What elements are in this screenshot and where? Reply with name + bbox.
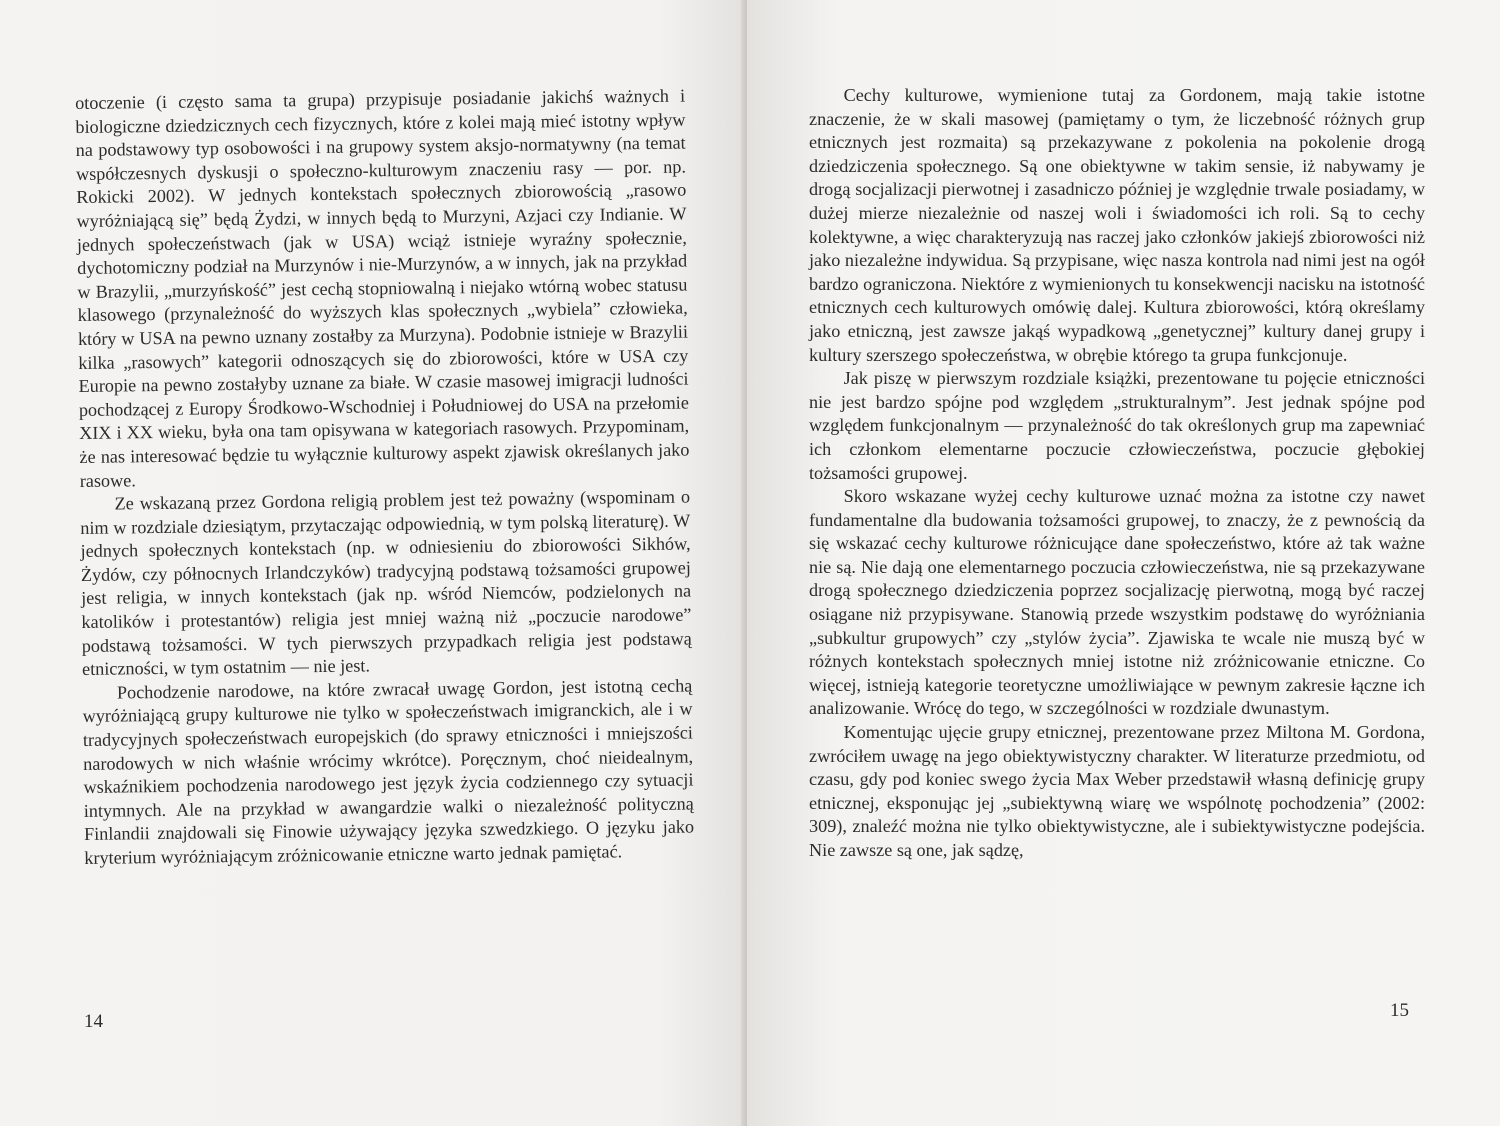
paragraph: Cechy kulturowe, wymienione tutaj za Gordonem, mają takie istotne znaczenie, że w skali masowej (pamiętamy o tym, że liczebność różnych grup etnicznych jest rozmaita) są przekazywane z pokolenia na pokolenie drogą dziedziczenia społecznego. Są one obiektywne w takim sensie, iż nabywamy je drogą socjalizacji pierwotnej i zasadniczo później je względnie trwale posiadamy, w dużej mierze niezależnie od naszej woli i świadomości ich roli. Są to cechy kolektywne, a więc charakteryzują nas raczej jako członków jakiejś zbiorowości niż jako niezależne indywidua. Są przypisane, więc nasza kontrola nad nimi jest na ogół bardzo ograniczona. Niektóre z wymienionych tu konsekwencji nacisku na istotność etnicznych cech kulturowych omówię dalej. Kultura zbiorowości, którą określamy jako etniczną, jest zawsze jakąś wypadkową „genetycznej” kultury danej grupy i kultury szerszego społeczeństwa, w obrębie którego ta grupa funkcjonuje. [809,85,1425,365]
paragraph: Pochodzenie narodowe, na które zwracał uwagę Gordon, jest istotną cechą wyróżniającą grupy kulturowe nie tylko w społeczeństwach imigranckich, ale i w tradycyjnych społeczeństwach europejskich (do sprawy etniczności i mniejszości narodowych w nich właśnie wrócimy wkrótce). Poręcznym, choć nieidealnym, wskaźnikiem pochodzenia narodowego jest język życia codziennego czy sytuacji intymnych. Ale na przykład w awangardzie walki o niezależność polityczną Finlandii znajdowali się Finowie używający języka szwedzkiego. O języku jako kryterium wyróżniającym zróżnicowanie etniczne warto jednak pamiętać. [82,675,695,868]
page-number-left: 14 [84,1011,103,1032]
paragraph: Ze wskazaną przez Gordona religią problem jest też poważny (wspominam o nim w rozdziale dziesiątym, przytaczając odpowiednią, w tym polską literaturę). W jednych społecznych kontekstach (np. w odniesieniu do zbiorowości Sikhów, Żydów, czy północnych Irlandczyków) tradycyjną podstawą tożsamości grupowej jest religia, w innych kontekstach (jak np. wśród Niemców, podzielonych na katolików i protestantów) religia jest mniej ważną niż „poczucie narodowe” podstawą tożsamości. W tych pierwszych przypadkach religia jest podstawą etniczności, w tym ostatnim — nie jest. [80,486,692,680]
paragraph: otoczenie (i często sama ta grupa) przypisuje posiadanie jakichś ważnych i biologiczne dziedzicznych cech fizycznych, które z kolei mają mieć istotny wpływ na podstawowy typ osobowości i na grupowy system aksjo-normatywny (na temat współczesnych dyskusji o społeczno-kulturowym znaczeniu rasy — por. np. Rokicki 2002). W jednych kontekstach społecznych zbiorowością „rasowo wyróżniającą się” będą Żydzi, w innych będą to Murzyni, Azjaci czy Indianie. W jednych społeczeństwach (jak w USA) wciąż istnieje wyraźny społecznie, dychotomiczny podział na Murzynów i nie-Murzynów, a w innych, jak na przykład w Brazylii, „murzyńskość” jest cechą stopniowalną i niejako wtórną wobec statusu klasowego (przynależność do wyższych klas społecznych „wybiela” człowieka, który w USA na pewno uznany zostałby za Murzyna). Podobnie istnieje w Brazylii kilka „rasowych” kategorii odnoszących się do zbiorowości, które w USA czy Europie na pewno zostałyby uznane za białe. W czasie masowej imigracji ludności pochodzącej z Europy Środkowo-Wschodniej i Południowej do USA na przełomie XIX i XX wieku, była ona tam opisywana w kategoriach rasowych. Przypominam, że nas interesować będzie tu wyłącznie kulturowy aspekt zjawisk określanych jako rasowe. [75,85,690,491]
page-number-right: 15 [1390,1000,1409,1021]
right-page [747,0,1500,1126]
right-page-text [809,84,1425,863]
paragraph: Skoro wskazane wyżej cechy kulturowe uznać można za istotne czy nawet fundamentalne dla budowania tożsamości grupowej, to znaczy, że z pewnością da się wskazać cechy kulturowe różnicujące dane społeczeństwo, które aż tak ważne nie są. Nie dają one elementarnego poczucia człowieczeństwa, nie są przekazywane drogą społecznego dziedziczenia poprzez socjalizację pierwotną, mogą być raczej osiągane niż przypisywane. Stanowią przede wszystkim podstawę do wyróżniania „subkultur grupowych” czy „stylów życia”. Zjawiska te wcale nie muszą być w różnych kontekstach społecznych mniej istotne niż zróżnicowanie etniczne. Co więcej, istnieją kategorie teoretyczne umożliwiające w pewnym zakresie łączne ich analizowanie. Wrócę do tego, w szczególności w rozdziale dwunastym. [809,486,1425,719]
paragraph: Komentując ujęcie grupy etnicznej, prezentowane przez Miltona M. Gordona, zwróciłem uwagę na jego obiektywistyczny charakter. W literaturze przedmiotu, od czasu, gdy pod koniec swego życia Max Weber przedstawił własną definicję grupy etnicznej, eksponując jej „subiektywną wiarę we wspólnotę pochodzenia” (2002: 309), znaleźć można nie tylko obiektywistyczne, ale i subiektywistyczne podejścia. Nie zawsze są one, jak sądzę, [809,722,1425,860]
paragraph: Jak piszę w pierwszym rozdziale książki, prezentowane tu pojęcie etniczności nie jest bardzo spójne pod względem „strukturalnym”. Jest jednak spójne pod względem funkcjonalnym — przynależność do tak określonych grup ma zapewniać ich członkom elementarne poczucie człowieczeństwa, poczucie głębokiej tożsamości grupowej. [809,368,1425,483]
left-page-text [75,85,694,871]
left-page [0,0,747,1126]
